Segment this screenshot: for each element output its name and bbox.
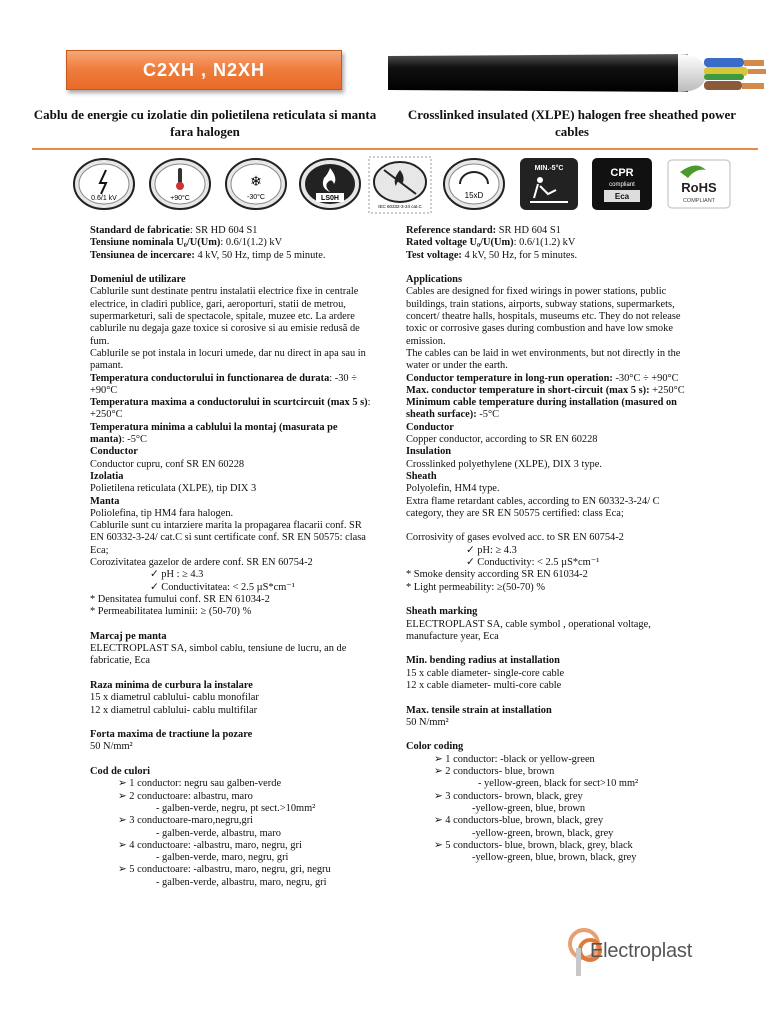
svg-text:CPR: CPR [610, 167, 634, 179]
thermometer-icon [148, 156, 212, 212]
section-heading: Domeniul de utilizare [90, 274, 186, 286]
certification-badges [72, 156, 732, 216]
svg-text:❄: ❄ [250, 174, 262, 190]
voltage-icon [72, 156, 136, 212]
spec-column-ro: Standard de fabricatie: SR HD 604 S1 Tensiune nominala U₀/U(Um): 0.6/1(1.2) kV Tensiunea de incercare: 4 kV, 50 Hz, timp de 5 minute. Domeniul de utilizare Cablurile sunt destinate pentru instalatii electrice fixe in centrale electrice, in cladiri publice, gari, aeroporturi, statii de metrou, supermarketuri, sali de spectacole, spitale, muzee etc. La ardere cablurile nu degaja gaze toxice si corosive si au emisie redusă de fum. Cablurile se pot instala in locuri umede, dar nu direct in apa sau in pamant. Temperatura conductorului in functionarea de durata: -30 ÷ +90°C Temperatura maxima a conductorului in scurtcircuit (max 5 s): +250°C Temperatura minima a cablului la montaj (masurata pe manta): -5°C Conductor Conductor cupru, conf SR EN 60228 Izolatia Polietilena reticulata (XLPE), tip DIX 3 Manta Poliolefina, tip HM4 fara halogen. Cablurile sunt cu intarziere marita la propagarea flacarii conf. SR EN 60332-3-24/ cat.C si sunt certificate conf. SR EN 50575: clasa Eca; Corozivitatea gazelor de ardere conf. SR EN 60754-2 ✓ pH : ≥ 4.3 ✓ Conductivitatea: < 2.5 µS*cm⁻¹ * Densitatea fumului conf. SR EN 61034-2 * Permeabilitatea luminii: ≥ (50-70) % Marcaj pe manta ELECTROPLAST SA, simbol cablu, tensiune de lucru, an de fabricatie, Eca Raza minima de curbura la instalare 15 x diametrul cablului- cablu monofilar 12 x diametrul cablului- cablu multifilar Forta maxima de tractiune la pozare 50 N/mm² Cod de culori ➢ 1 conductor: negru sau galben-verde ➢ 2 conductoare: albastru, maro - galben-verde, negru, pt sect.>10mm² ➢ 3 conductoare-maro,negru,gri - galben-verde, albastru, maro ➢ 4 conductoare: -albastru, maro, negru, gri - galben-verde, maro, negru, gri ➢ 5 conductoare: -albastru, maro, negru, gri, negru - galben-verde, albastru, maro, negru, gri [90, 225, 371, 888]
rohs-icon [666, 156, 732, 212]
svg-text:Eca: Eca [614, 192, 630, 201]
section-heading: Applications [406, 274, 463, 286]
svg-text:COMPLIANT: COMPLIANT [682, 198, 716, 204]
cpr-badge-icon [590, 156, 654, 212]
svg-text:IEC 60332-3-24 cat.C: IEC 60332-3-24 cat.C [378, 204, 422, 209]
cable-image [388, 48, 768, 98]
header-ro: Cablu de energie cu izolatie din polietilena reticulata si manta fara halogen [33, 107, 377, 139]
installation-temp-icon [518, 156, 580, 212]
svg-text:RoHS: RoHS [681, 180, 717, 195]
divider [32, 148, 758, 150]
svg-text:-30°C: -30°C [247, 194, 265, 201]
flame-retardant-icon [368, 156, 432, 214]
svg-text:15xD: 15xD [464, 191, 484, 200]
product-title: C2XH , N2XH [66, 50, 342, 90]
svg-text:0.6/1 kV: 0.6/1 kV [91, 195, 117, 202]
spec-column-en: Reference standard: SR HD 604 S1 Rated voltage U₀/U(Um): 0.6/1(1.2) kV Test voltage: 4 kV, 50 Hz, for 5 minutes. Applications Cables are designed for fixed wirings in power stations, public buildings, train stations, airports, subway stations, supermarkets, concert/ theatre halls, hospitals, museums etc. They do not release toxic or corrosive gases during combustion and have low smoke emission. The cables can be laid in wet environments, but not directly in the water or under the earth. Conductor temperature in long-run operation: -30°C ÷ +90°C Max. conductor temperature in short-circuit (max 5 s): +250°C Minimum cable temperature during installation (masured on sheath surface): -5°C Conductor Copper conductor, according to SR EN 60228 Insulation Crosslinked polyethylene (XLPE), DIX 3 type. Sheath Polyolefin, HM4 type. Extra flame retardant cables, according to EN 60332-3-24/ C category, they are SR EN 50575 certified: class Eca; Corrosivity of gases evolved acc. to SR EN 60754-2 ✓ pH: ≥ 4.3 ✓ Conductivity: < 2.5 µS*cm⁻¹ * Smoke density according SR EN 61034-2 * Light permeability: ≥(50-70) % Sheath marking ELECTROPLAST SA, cable symbol , operational voltage, manufacture year, Eca Min. bending radius at installation 15 x cable diameter- single-core cable 12 x cable diameter- multi-core cable Max. tensile strain at installation 50 N/mm² Color coding ➢ 1 conductor: -black or yellow-green ➢ 2 conductors- blue, brown - yellow-green, black for sect>10 mm² ➢ 3 conductors- brown, black, grey -yellow-green, blue, brown ➢ 4 conductors-blue, brown, black, grey -yellow-green, brown, black, grey ➢ 5 conductors- blue, brown, black, grey, black -yellow-green, blue, brown, black, grey [406, 225, 685, 864]
svg-text:MIN.-5°C: MIN.-5°C [534, 165, 564, 172]
header-en: Crosslinked insulated (XLPE) halogen free sheathed power cables [407, 107, 737, 139]
svg-text:LS0H: LS0H [321, 195, 339, 202]
svg-text:+90°C: +90°C [170, 195, 190, 202]
ls0h-flame-icon [298, 156, 362, 212]
svg-text:compliant: compliant [609, 182, 635, 188]
snowflake-icon [224, 156, 288, 212]
company-logo-text: Electroplast [590, 940, 693, 962]
bending-radius-icon [442, 156, 506, 212]
